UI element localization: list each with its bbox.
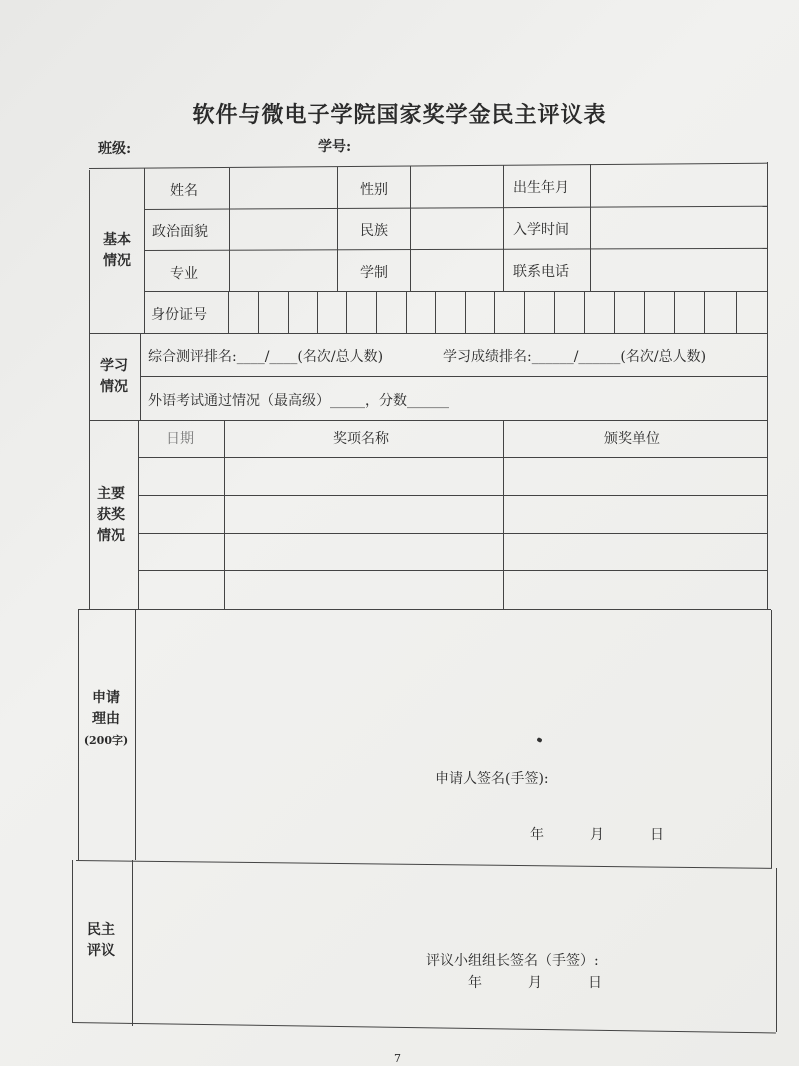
- section-review-line2: 评议: [87, 943, 115, 959]
- table-border-right-lower: [776, 868, 777, 1032]
- enroll-label: 入学时间: [513, 222, 569, 238]
- id-box-line: [435, 291, 436, 333]
- section-study-line2: 情况: [100, 379, 128, 395]
- ethnicity-label: 民族: [360, 223, 388, 239]
- label-divider-reason: [135, 610, 136, 860]
- basic-col-3: [410, 166, 411, 292]
- id-box-line: [704, 291, 705, 333]
- id-box-line: [554, 291, 555, 333]
- comprehensive-rank-field[interactable]: 综合测评排名:____/____(名次/总人数): [148, 349, 384, 365]
- table-border-left-lower: [72, 860, 73, 1022]
- row-line-reason-end: [76, 860, 772, 869]
- section-basic-line1: 基本: [103, 232, 131, 248]
- section-study-label: [90, 356, 138, 398]
- section-reason-line3: (200字): [83, 734, 129, 747]
- id-box-line: [524, 291, 525, 333]
- id-number-label: 身份证号: [151, 307, 207, 323]
- table-top-line: [89, 163, 768, 170]
- reason-month-label: 月: [590, 827, 604, 843]
- award-line-1: [138, 457, 768, 458]
- section-awards-line1: 主要: [97, 486, 125, 502]
- section-review-line1: 民主: [87, 922, 115, 938]
- label-divider-awards: [138, 420, 139, 610]
- basic-col-4: [503, 165, 504, 292]
- section-awards-label: [86, 484, 136, 547]
- phone-label: 联系电话: [513, 264, 569, 280]
- section-review-label: [76, 920, 126, 962]
- page-number: 7: [394, 1052, 401, 1065]
- reviewer-signature-label: 评议小组组长签名（手签）:: [426, 953, 599, 969]
- award-col-2: [503, 420, 504, 610]
- id-box-line: [674, 291, 675, 333]
- reason-year-label: 年: [530, 827, 544, 843]
- id-box-line: [258, 291, 259, 333]
- row-line-6: [89, 420, 768, 421]
- id-box-line: [406, 291, 407, 333]
- review-year-label: 年: [468, 975, 482, 991]
- id-box-line: [376, 291, 377, 333]
- grade-rank-field[interactable]: 学习成绩排名:______/______(名次/总人数): [443, 349, 707, 365]
- id-box-line: [288, 291, 289, 333]
- row-line-1: [144, 206, 767, 211]
- id-box-line: [494, 291, 495, 333]
- ink-mark: [536, 737, 542, 743]
- student-id-label: 学号:: [318, 139, 352, 155]
- gender-label: 性别: [360, 182, 388, 198]
- row-line-5: [140, 376, 767, 377]
- award-line-3: [138, 533, 768, 534]
- section-reason-label: [80, 688, 132, 751]
- basic-col-1: [229, 168, 230, 292]
- row-line-2: [144, 248, 767, 252]
- section-basic-line2: 情况: [103, 253, 131, 269]
- section-awards-line2: 获奖: [97, 507, 125, 523]
- section-reason-line1: 申请: [92, 690, 120, 706]
- review-day-label: 日: [588, 975, 602, 991]
- review-month-label: 月: [528, 975, 542, 991]
- major-label: 专业: [170, 266, 198, 282]
- id-box-line: [228, 291, 229, 333]
- id-box-line: [614, 291, 615, 333]
- table-border-right-upper: [767, 162, 768, 610]
- label-divider-review: [132, 860, 133, 1026]
- award-col-1: [224, 420, 225, 610]
- id-box-line: [644, 291, 645, 333]
- name-label: 姓名: [170, 183, 198, 199]
- basic-col-2: [337, 167, 338, 292]
- political-label: 政治面貌: [152, 224, 208, 240]
- id-box-line: [346, 291, 347, 333]
- award-line-2: [138, 495, 768, 496]
- row-line-awards-end: [78, 609, 771, 610]
- reason-day-label: 日: [650, 827, 664, 843]
- section-reason-line2: 理由: [92, 711, 120, 727]
- table-bottom-line: [72, 1022, 776, 1034]
- basic-col-5: [590, 164, 591, 292]
- award-issuer-header: 颁奖单位: [604, 431, 660, 447]
- award-line-4: [138, 570, 768, 571]
- duration-label: 学制: [360, 265, 388, 281]
- section-basic-label: [92, 230, 142, 272]
- applicant-signature-label: 申请人签名(手签):: [435, 771, 549, 787]
- award-name-header: 奖项名称: [333, 431, 389, 447]
- table-border-right-mid: [771, 610, 772, 868]
- id-box-line: [584, 291, 585, 333]
- form-title: 软件与微电子学院国家奖学金民主评议表: [192, 102, 607, 128]
- id-box-line: [465, 291, 466, 333]
- birth-label: 出生年月: [513, 180, 569, 196]
- section-study-line1: 学习: [100, 358, 128, 374]
- foreign-language-field[interactable]: 外语考试通过情况（最高级）_____，分数______: [148, 393, 449, 409]
- award-date-header: 日期: [166, 431, 194, 447]
- id-box-line: [317, 291, 318, 333]
- section-awards-line3: 情况: [97, 528, 125, 544]
- row-line-4: [89, 333, 768, 334]
- id-box-line: [736, 291, 737, 333]
- class-label: 班级:: [98, 141, 132, 157]
